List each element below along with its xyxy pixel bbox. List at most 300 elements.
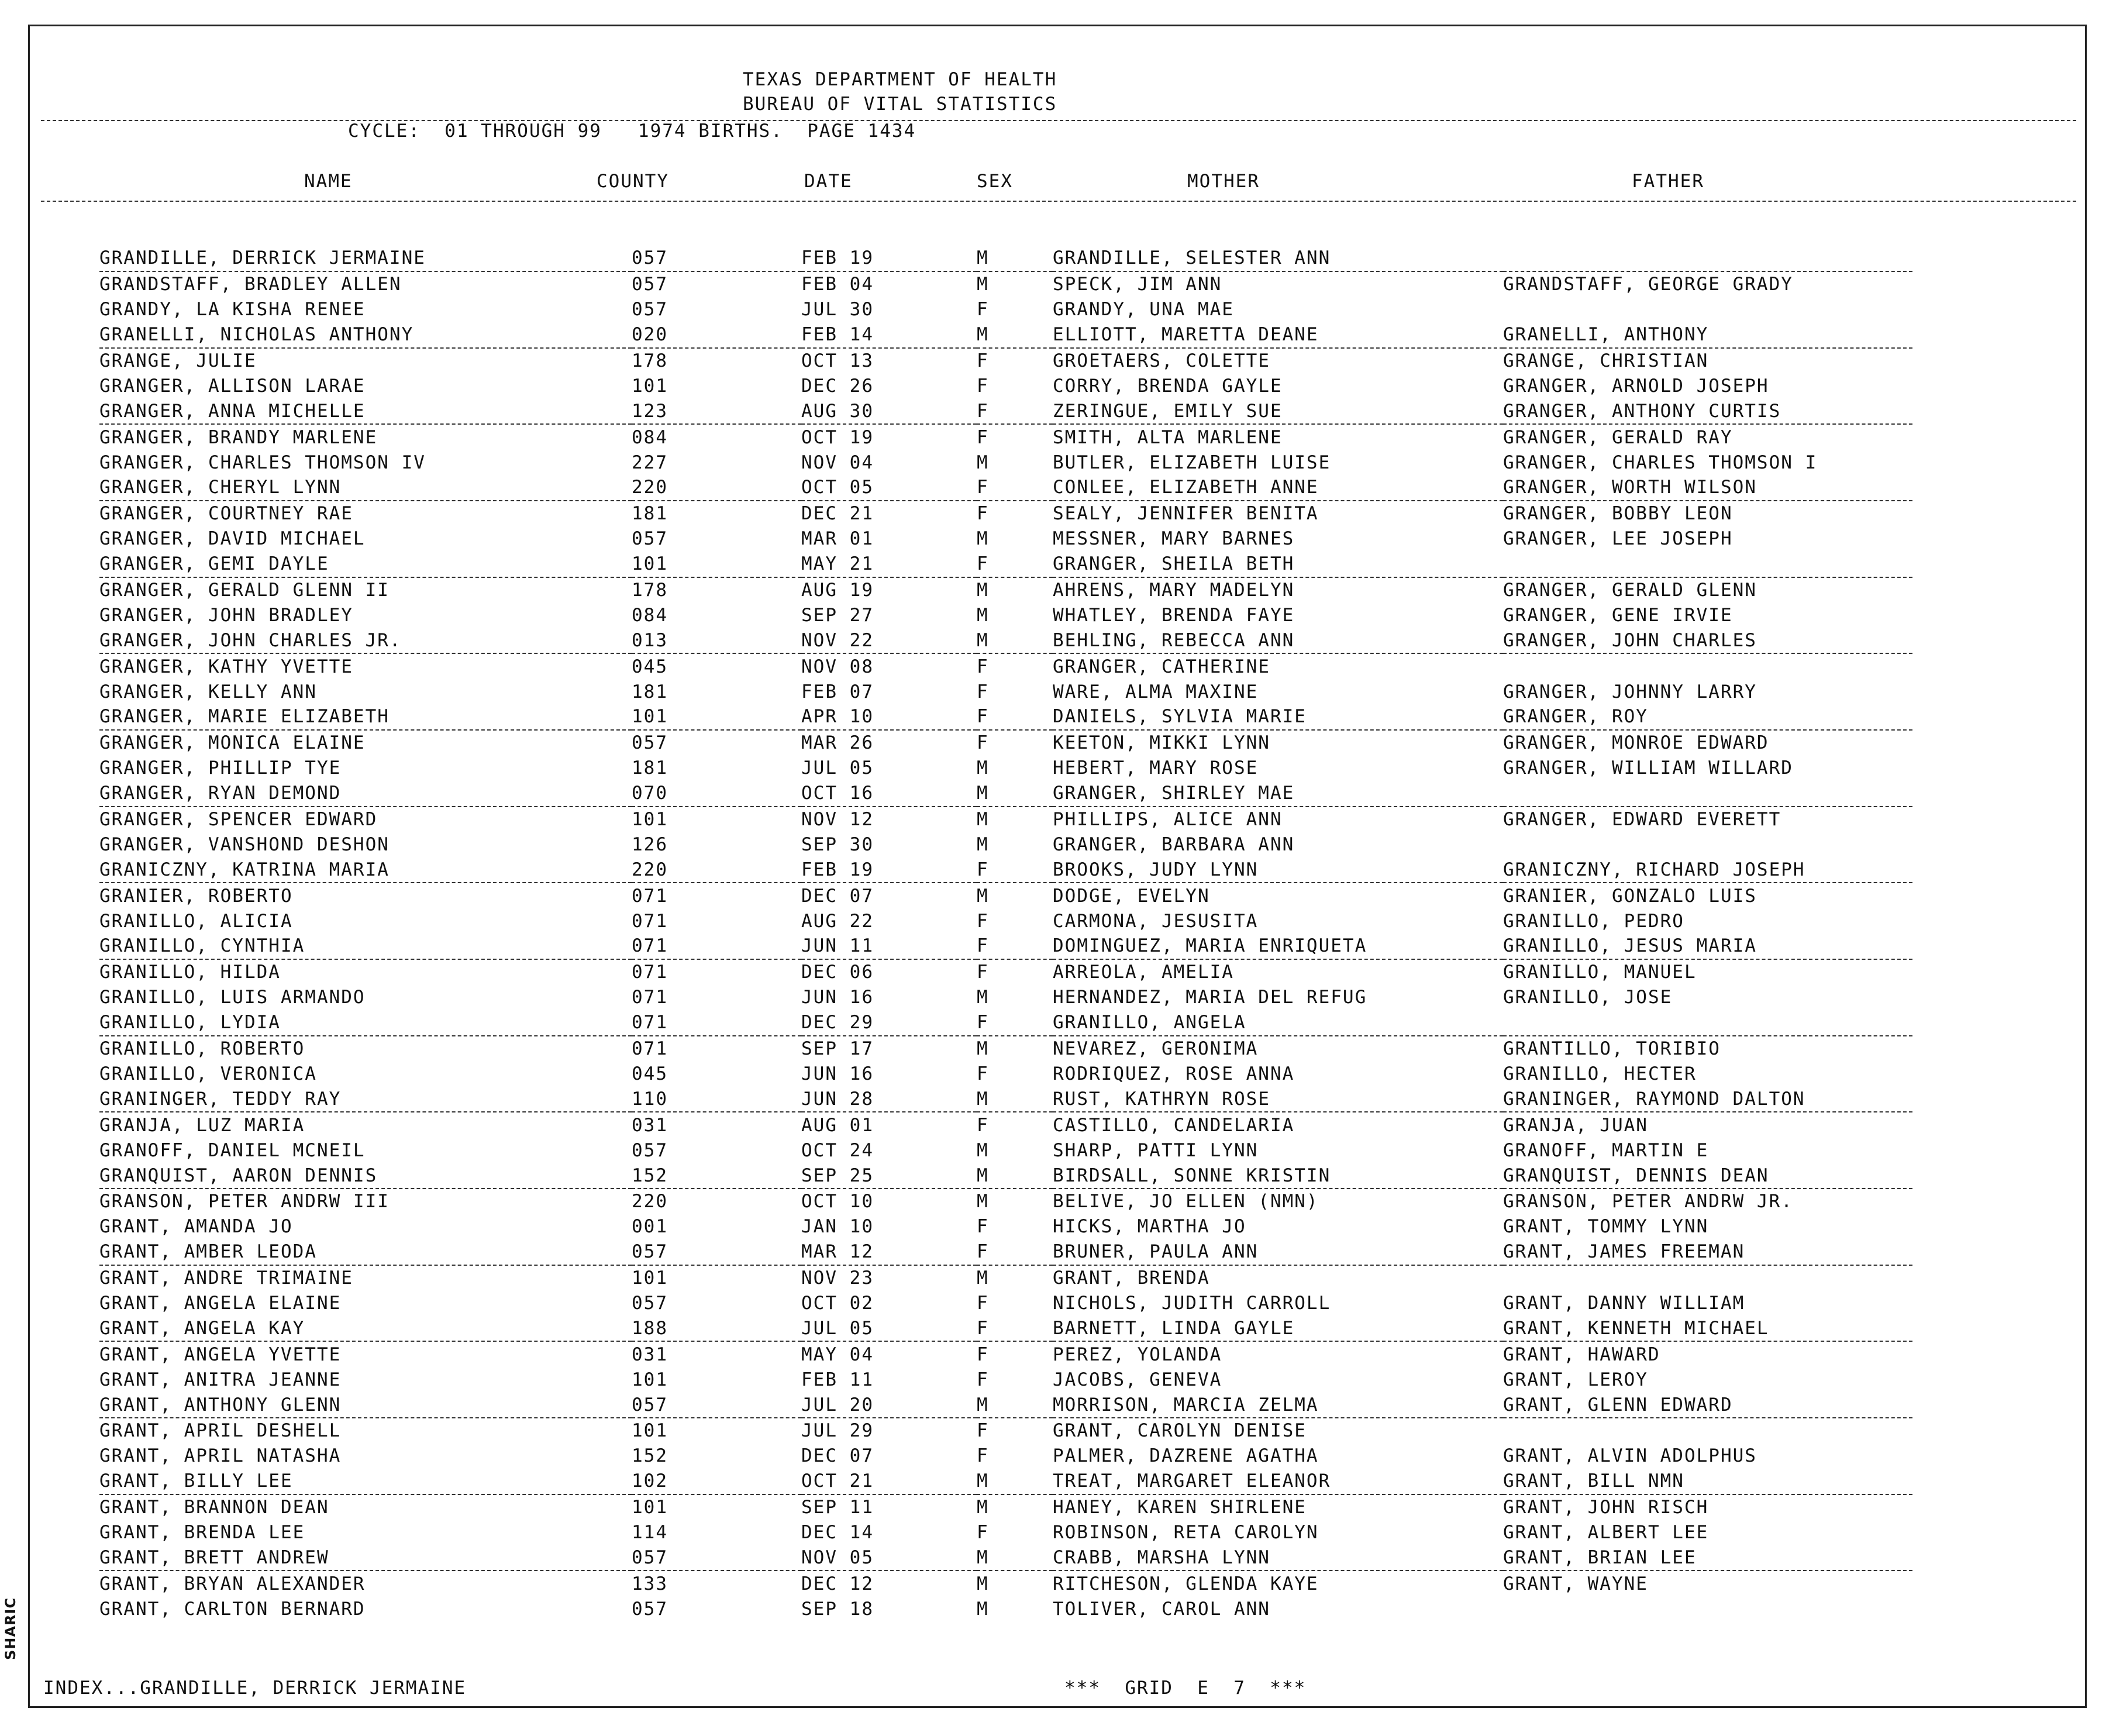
cell-name: GRANILLO, LUIS ARMANDO (99, 987, 366, 1008)
cell-mother: ELLIOTT, MARETTA DEANE (1053, 322, 1503, 348)
table-row (99, 756, 1912, 781)
cell-date: MAR 01 (801, 528, 874, 550)
cell-father (1503, 1596, 1912, 1621)
cell-county: 188 (632, 1315, 801, 1341)
cell-county: 101 (632, 375, 668, 397)
cell-father: GRANTILLO, TORIBIO (1503, 1038, 1721, 1060)
cell-father: GRANILLO, HECTER (1503, 1063, 1697, 1084)
cell-sex: F (977, 962, 989, 983)
cell-father (1503, 1265, 1912, 1291)
cell-father: GRANGER, MONROE EDWARD (1503, 732, 1769, 754)
cell-sex: F (977, 1315, 1053, 1341)
cell-date: JUL 30 (801, 299, 874, 321)
cell-date: NOV 23 (801, 1267, 874, 1289)
cell-date: OCT 24 (801, 1139, 874, 1161)
table-row (99, 1036, 1912, 1062)
cell-county: 071 (632, 910, 668, 932)
table-row (99, 1265, 1912, 1291)
cell-county: 071 (632, 885, 668, 907)
cell-date: MAY 04 (801, 1344, 874, 1365)
table-row (99, 628, 1912, 653)
cell-father: GRANT, DANNY WILLIAM (1503, 1292, 1745, 1314)
table-row (99, 1239, 1912, 1265)
cell-father (1503, 1418, 1912, 1444)
cell-father: GRANGER, GENE IRVIE (1503, 604, 1733, 626)
cell-name: GRANT, BILLY LEE (99, 1469, 632, 1494)
cell-sex: M (977, 1392, 1053, 1418)
table-row (99, 1112, 1912, 1138)
cell-name: GRANGER, JOHN CHARLES JR. (99, 628, 632, 653)
table-row (99, 526, 1912, 552)
cell-father: GRANT, LEROY (1503, 1369, 1648, 1390)
cell-date: JAN 10 (801, 1216, 874, 1238)
cell-name: GRANGER, BRANDY MARLENE (99, 426, 378, 448)
table-row (99, 908, 1912, 934)
cell-father: GRANGER, EDWARD EVERETT (1503, 809, 1781, 831)
cell-mother: CONLEE, ELIZABETH ANNE (1053, 475, 1503, 501)
table-row (99, 1086, 1912, 1112)
table-row (99, 1341, 1912, 1367)
cell-date: AUG 22 (801, 910, 874, 932)
table-row (99, 653, 1912, 679)
cell-date: JUN 16 (801, 1063, 874, 1084)
cell-sex: F (977, 1521, 989, 1543)
cell-name: GRANGER, GEMI DAYLE (99, 552, 632, 577)
cell-mother: HEBERT, MARY ROSE (1053, 757, 1259, 779)
cell-name: GRANGER, RYAN DEMOND (99, 781, 632, 807)
table-row (99, 1163, 1912, 1189)
cell-mother: DODGE, EVELYN (1053, 885, 1210, 907)
table-row (99, 398, 1912, 424)
cell-sex: M (977, 604, 989, 626)
header-bureau: BUREAU OF VITAL STATISTICS (743, 94, 1057, 115)
cell-date: DEC 07 (801, 1445, 874, 1467)
cell-name: GRANDSTAFF, BRADLEY ALLEN (99, 274, 402, 295)
column-header-county: COUNTY (597, 171, 669, 192)
cell-mother: GRANT, CAROLYN DENISE (1053, 1420, 1307, 1442)
cell-sex: F (977, 1114, 989, 1136)
cell-name: GRANICZNY, KATRINA MARIA (99, 857, 632, 883)
cell-date: FEB 19 (801, 246, 977, 271)
cell-sex: F (977, 299, 989, 321)
cell-date: OCT 13 (801, 350, 874, 371)
cell-name: GRANILLO, VERONICA (99, 1063, 317, 1084)
table-row (99, 857, 1912, 883)
cell-date: OCT 16 (801, 781, 977, 807)
table-row (99, 832, 1912, 857)
cell-mother: BELIVE, JO ELLEN (NMN) (1053, 1191, 1319, 1213)
cell-mother: DANIELS, SYLVIA MARIE (1053, 704, 1503, 730)
table-row (99, 1494, 1912, 1520)
cell-date: OCT 19 (801, 426, 874, 448)
cell-county: 220 (632, 857, 801, 883)
cell-mother: CASTILLO, CANDELARIA (1053, 1114, 1295, 1136)
cell-father (1503, 832, 1912, 857)
cell-father (1503, 297, 1912, 322)
cell-mother: RODRIQUEZ, ROSE ANNA (1053, 1063, 1295, 1084)
table-row (99, 1444, 1912, 1469)
cell-county: 178 (632, 580, 668, 601)
cell-county: 181 (632, 757, 668, 779)
cell-sex: F (977, 398, 1053, 424)
cell-date: OCT 05 (801, 475, 977, 501)
cell-sex: F (977, 910, 989, 932)
cell-sex: F (977, 732, 989, 754)
cell-mother: NEVAREZ, GERONIMA (1053, 1038, 1259, 1060)
cell-date: DEC 29 (801, 1010, 977, 1036)
header-department: TEXAS DEPARTMENT OF HEALTH (743, 69, 1057, 90)
cell-date: JUL 29 (801, 1420, 874, 1442)
cell-mother: PALMER, DAZRENE AGATHA (1053, 1445, 1319, 1467)
cell-date: NOV 12 (801, 809, 874, 831)
cell-father (1503, 246, 1912, 271)
cell-father: GRANILLO, JESUS MARIA (1503, 934, 1912, 959)
cell-mother: WARE, ALMA MAXINE (1053, 681, 1259, 702)
cell-name: GRANGER, JOHN BRADLEY (99, 604, 353, 626)
cell-sex: F (977, 1369, 989, 1390)
cell-name: GRANILLO, ALICIA (99, 910, 293, 932)
cell-date: JUL 20 (801, 1392, 977, 1418)
cell-date: MAR 26 (801, 732, 874, 754)
table-row (99, 424, 1912, 450)
table-row (99, 1062, 1912, 1087)
cell-county: 133 (632, 1573, 668, 1594)
cell-name: GRANOFF, DANIEL MCNEIL (99, 1139, 366, 1161)
cell-county: 031 (632, 1114, 668, 1136)
cell-name: GRANGER, GERALD GLENN II (99, 580, 390, 601)
cell-mother: ROBINSON, RETA CAROLYN (1053, 1521, 1319, 1543)
cell-mother: PHILLIPS, ALICE ANN (1053, 809, 1283, 831)
header-rule-top (41, 120, 2076, 121)
cell-sex: F (977, 1010, 1053, 1036)
birth-records-table (99, 246, 1912, 1621)
cell-sex: F (977, 857, 1053, 883)
cell-father: GRANIER, GONZALO LUIS (1503, 885, 1757, 907)
side-label: SHARIC (2, 1597, 19, 1660)
cell-father: GRANICZNY, RICHARD JOSEPH (1503, 857, 1912, 883)
cell-father: GRANT, ALVIN ADOLPHUS (1503, 1445, 1757, 1467)
cell-date: SEP 30 (801, 833, 874, 855)
cell-county: 071 (632, 987, 668, 1008)
table-row (99, 1367, 1912, 1392)
cell-name: GRANT, CARLTON BERNARD (99, 1598, 366, 1620)
column-header-date: DATE (804, 171, 853, 192)
cell-county: 220 (632, 1191, 668, 1213)
cell-sex: F (977, 704, 1053, 730)
cell-sex: F (977, 934, 1053, 959)
cell-date: MAR 12 (801, 1239, 977, 1265)
cell-county: 101 (632, 1267, 668, 1289)
cell-date: JUL 05 (801, 757, 874, 779)
table-row (99, 577, 1912, 603)
cell-county: 101 (632, 1420, 668, 1442)
cell-county: 057 (632, 1239, 801, 1265)
cell-mother: BEHLING, REBECCA ANN (1053, 628, 1503, 653)
cell-date: DEC 07 (801, 885, 874, 907)
table-row (99, 1469, 1912, 1494)
cell-mother: PEREZ, YOLANDA (1053, 1344, 1222, 1365)
cell-date: AUG 30 (801, 398, 977, 424)
cell-date: AUG 19 (801, 580, 874, 601)
table-row (99, 730, 1912, 756)
table-row (99, 1291, 1912, 1316)
cell-father: GRANT, BILL NMN (1503, 1469, 1912, 1494)
cell-county: 071 (632, 962, 668, 983)
cell-sex: M (977, 1139, 989, 1161)
table-row (99, 704, 1912, 730)
cell-sex: F (977, 350, 989, 371)
cell-date: MAY 21 (801, 552, 977, 577)
cell-county: 057 (632, 1392, 801, 1418)
cell-county: 013 (632, 628, 801, 653)
cell-name: GRANILLO, CYNTHIA (99, 934, 632, 959)
table-row (99, 1596, 1912, 1621)
cell-father: GRANGER, ARNOLD JOSEPH (1503, 375, 1769, 397)
cell-father: GRANOFF, MARTIN E (1503, 1139, 1709, 1161)
table-row (99, 1138, 1912, 1163)
cell-mother: SMITH, ALTA MARLENE (1053, 426, 1283, 448)
cell-mother: JACOBS, GENEVA (1053, 1369, 1222, 1390)
cell-father: GRANGER, JOHN CHARLES (1503, 628, 1912, 653)
cell-name: GRANGER, KELLY ANN (99, 681, 317, 702)
cell-mother: BIRDSALL, SONNE KRISTIN (1053, 1163, 1503, 1189)
cell-county: 181 (632, 503, 668, 525)
cell-date: OCT 21 (801, 1469, 977, 1494)
cell-father: GRANGER, ANTHONY CURTIS (1503, 398, 1912, 424)
table-row (99, 475, 1912, 501)
cell-sex: F (977, 681, 989, 702)
header-cycle: CYCLE: 01 THROUGH 99 1974 BIRTHS. PAGE 1434 (348, 120, 916, 142)
cell-county: 020 (632, 322, 801, 348)
cell-father: GRANGER, WILLIAM WILLARD (1503, 757, 1793, 779)
table-row (99, 1545, 1912, 1570)
table-row (99, 297, 1912, 322)
cell-sex: F (977, 1445, 989, 1467)
cell-father: GRANGER, WORTH WILSON (1503, 475, 1912, 501)
footer-index: INDEX...GRANDILLE, DERRICK JERMAINE (43, 1678, 467, 1699)
cell-father: GRANT, BRIAN LEE (1503, 1545, 1912, 1570)
cell-name: GRANT, ANGELA ELAINE (99, 1292, 342, 1314)
cell-father: GRANGER, CHARLES THOMSON I (1503, 452, 1818, 473)
cell-name: GRANGER, COURTNEY RAE (99, 503, 353, 525)
cell-mother: NICHOLS, JUDITH CARROLL (1053, 1292, 1331, 1314)
cell-father (1503, 552, 1912, 577)
cell-father: GRANT, ALBERT LEE (1503, 1521, 1709, 1543)
cell-sex: M (977, 809, 989, 831)
cell-date: OCT 10 (801, 1191, 874, 1213)
cell-date: FEB 07 (801, 681, 874, 702)
column-header-sex: SEX (977, 171, 1013, 192)
cell-date: FEB 11 (801, 1369, 874, 1390)
cell-sex: M (977, 1469, 1053, 1494)
cell-name: GRANT, BRANNON DEAN (99, 1497, 329, 1518)
cell-name: GRANT, APRIL NATASHA (99, 1445, 342, 1467)
cell-date: DEC 12 (801, 1573, 874, 1594)
cell-name: GRANIER, ROBERTO (99, 885, 293, 907)
cell-name: GRANT, ANITRA JEANNE (99, 1369, 342, 1390)
cell-county: 045 (632, 1063, 668, 1084)
cell-mother: GRANILLO, ANGELA (1053, 1010, 1503, 1036)
cell-sex: M (977, 833, 989, 855)
cell-mother: HICKS, MARTHA JO (1053, 1216, 1246, 1238)
cell-mother: TOLIVER, CAROL ANN (1053, 1598, 1270, 1620)
cell-name: GRANILLO, LYDIA (99, 1010, 632, 1036)
cell-date: FEB 19 (801, 857, 977, 883)
cell-father: GRANT, JOHN RISCH (1503, 1497, 1709, 1518)
cell-date: NOV 22 (801, 628, 977, 653)
cell-county: 057 (632, 1598, 668, 1620)
cell-mother: SHARP, PATTI LYNN (1053, 1139, 1259, 1161)
cell-name: GRANGER, DAVID MICHAEL (99, 528, 366, 550)
cell-mother: HANEY, KAREN SHIRLENE (1053, 1497, 1307, 1518)
cell-name: GRANT, ANGELA YVETTE (99, 1344, 342, 1365)
table-row (99, 1392, 1912, 1418)
cell-name: GRANILLO, ROBERTO (99, 1038, 305, 1060)
cell-name: GRANT, APRIL DESHELL (99, 1420, 342, 1442)
table-row (99, 1214, 1912, 1239)
cell-mother: GROETAERS, COLETTE (1053, 350, 1270, 371)
cell-mother: GRANDILLE, SELESTER ANN (1053, 246, 1503, 271)
cell-date: JUN 16 (801, 987, 874, 1008)
cell-father: GRANQUIST, DENNIS DEAN (1503, 1163, 1912, 1189)
cell-name: GRANJA, LUZ MARIA (99, 1114, 305, 1136)
cell-sex: F (977, 426, 989, 448)
cell-father: GRANSON, PETER ANDRW JR. (1503, 1191, 1793, 1213)
cell-county: 102 (632, 1469, 801, 1494)
cell-name: GRANELLI, NICHOLAS ANTHONY (99, 322, 632, 348)
cell-sex: M (977, 1598, 989, 1620)
cell-date: DEC 06 (801, 962, 874, 983)
column-header-rule (41, 201, 2076, 202)
cell-mother: BUTLER, ELIZABETH LUISE (1053, 452, 1331, 473)
cell-sex: M (977, 528, 989, 550)
cell-date: DEC 14 (801, 1521, 874, 1543)
cell-father: GRANGER, GERALD RAY (1503, 426, 1733, 448)
cell-county: 057 (632, 732, 668, 754)
cell-father: GRANGER, GERALD GLENN (1503, 580, 1757, 601)
cell-mother: MORRISON, MARCIA ZELMA (1053, 1392, 1503, 1418)
cell-sex: F (977, 503, 989, 525)
cell-sex: M (977, 628, 1053, 653)
cell-county: 110 (632, 1086, 801, 1112)
cell-sex: M (977, 246, 1053, 271)
cell-sex: F (977, 1063, 989, 1084)
table-row (99, 322, 1912, 348)
cell-mother: CRABB, MARSHA LYNN (1053, 1545, 1503, 1570)
cell-mother: ARREOLA, AMELIA (1053, 962, 1234, 983)
cell-mother: HERNANDEZ, MARIA DEL REFUG (1053, 987, 1367, 1008)
cell-sex: M (977, 580, 989, 601)
cell-county: 071 (632, 934, 801, 959)
cell-name: GRANGER, SPENCER EDWARD (99, 809, 378, 831)
cell-date: APR 10 (801, 704, 977, 730)
cell-name: GRANDY, LA KISHA RENEE (99, 299, 366, 321)
cell-sex: M (977, 885, 989, 907)
cell-father: GRANELLI, ANTHONY (1503, 322, 1912, 348)
cell-county: 057 (632, 246, 801, 271)
cell-father (1503, 781, 1912, 807)
cell-county: 084 (632, 426, 668, 448)
cell-name: GRANINGER, TEDDY RAY (99, 1086, 632, 1112)
table-row (99, 348, 1912, 374)
cell-father: GRANDSTAFF, GEORGE GRADY (1503, 274, 1793, 295)
cell-date: DEC 21 (801, 503, 874, 525)
table-row (99, 679, 1912, 704)
cell-sex: M (977, 1545, 1053, 1570)
cell-name: GRANGE, JULIE (99, 350, 257, 371)
cell-name: GRANT, AMANDA JO (99, 1216, 293, 1238)
table-row (99, 934, 1912, 959)
cell-county: 101 (632, 704, 801, 730)
cell-mother: WHATLEY, BRENDA FAYE (1053, 604, 1295, 626)
cell-name: GRANILLO, HILDA (99, 962, 281, 983)
table-row (99, 1570, 1912, 1596)
table-row (99, 1520, 1912, 1545)
cell-father: GRANT, TOMMY LYNN (1503, 1216, 1709, 1238)
cell-county: 101 (632, 809, 668, 831)
cell-mother: RUST, KATHRYN ROSE (1053, 1086, 1503, 1112)
cell-name: GRANGER, MARIE ELIZABETH (99, 704, 632, 730)
column-header-father: FATHER (1632, 171, 1704, 192)
table-row (99, 1189, 1912, 1214)
cell-mother: MESSNER, MARY BARNES (1053, 528, 1295, 550)
cell-mother: CORRY, BRENDA GAYLE (1053, 375, 1283, 397)
cell-father (1503, 1010, 1912, 1036)
cell-father: GRANGER, ROY (1503, 704, 1912, 730)
cell-name: GRANT, AMBER LEODA (99, 1239, 632, 1265)
cell-county: 181 (632, 681, 668, 702)
cell-father: GRANT, WAYNE (1503, 1573, 1648, 1594)
cell-name: GRANT, BRYAN ALEXANDER (99, 1573, 366, 1594)
cell-mother: RITCHESON, GLENDA KAYE (1053, 1573, 1319, 1594)
cell-mother: ZERINGUE, EMILY SUE (1053, 398, 1503, 424)
cell-name: GRANT, ANGELA KAY (99, 1315, 632, 1341)
cell-sex: M (977, 1573, 989, 1594)
cell-sex: M (977, 781, 1053, 807)
cell-county: 071 (632, 1010, 801, 1036)
cell-date: SEP 27 (801, 604, 874, 626)
cell-sex: M (977, 452, 989, 473)
cell-father: GRANT, KENNETH MICHAEL (1503, 1315, 1912, 1341)
cell-county: 070 (632, 781, 801, 807)
cell-date: FEB 04 (801, 274, 874, 295)
cell-name: GRANDILLE, DERRICK JERMAINE (99, 246, 632, 271)
cell-date: NOV 05 (801, 1545, 977, 1570)
cell-name: GRANGER, CHERYL LYNN (99, 475, 632, 501)
cell-county: 057 (632, 274, 668, 295)
cell-county: 057 (632, 1139, 668, 1161)
cell-mother: SEALY, JENNIFER BENITA (1053, 503, 1319, 525)
cell-mother: TREAT, MARGARET ELEANOR (1053, 1469, 1503, 1494)
cell-father: GRANGE, CHRISTIAN (1503, 350, 1709, 371)
cell-sex: M (977, 1086, 1053, 1112)
cell-sex: M (977, 1163, 1053, 1189)
cell-name: GRANGER, CHARLES THOMSON IV (99, 452, 426, 473)
cell-county: 220 (632, 475, 801, 501)
cell-sex: F (977, 375, 989, 397)
cell-sex: M (977, 322, 1053, 348)
cell-father: GRANILLO, JOSE (1503, 987, 1673, 1008)
cell-name: GRANQUIST, AARON DENNIS (99, 1163, 632, 1189)
cell-name: GRANT, ANTHONY GLENN (99, 1392, 632, 1418)
cell-sex: F (977, 552, 1053, 577)
cell-county: 057 (632, 1545, 801, 1570)
cell-mother: AHRENS, MARY MADELYN (1053, 580, 1295, 601)
table-row (99, 450, 1912, 475)
cell-sex: M (977, 987, 989, 1008)
cell-sex: F (977, 1239, 1053, 1265)
cell-county: 114 (632, 1521, 668, 1543)
